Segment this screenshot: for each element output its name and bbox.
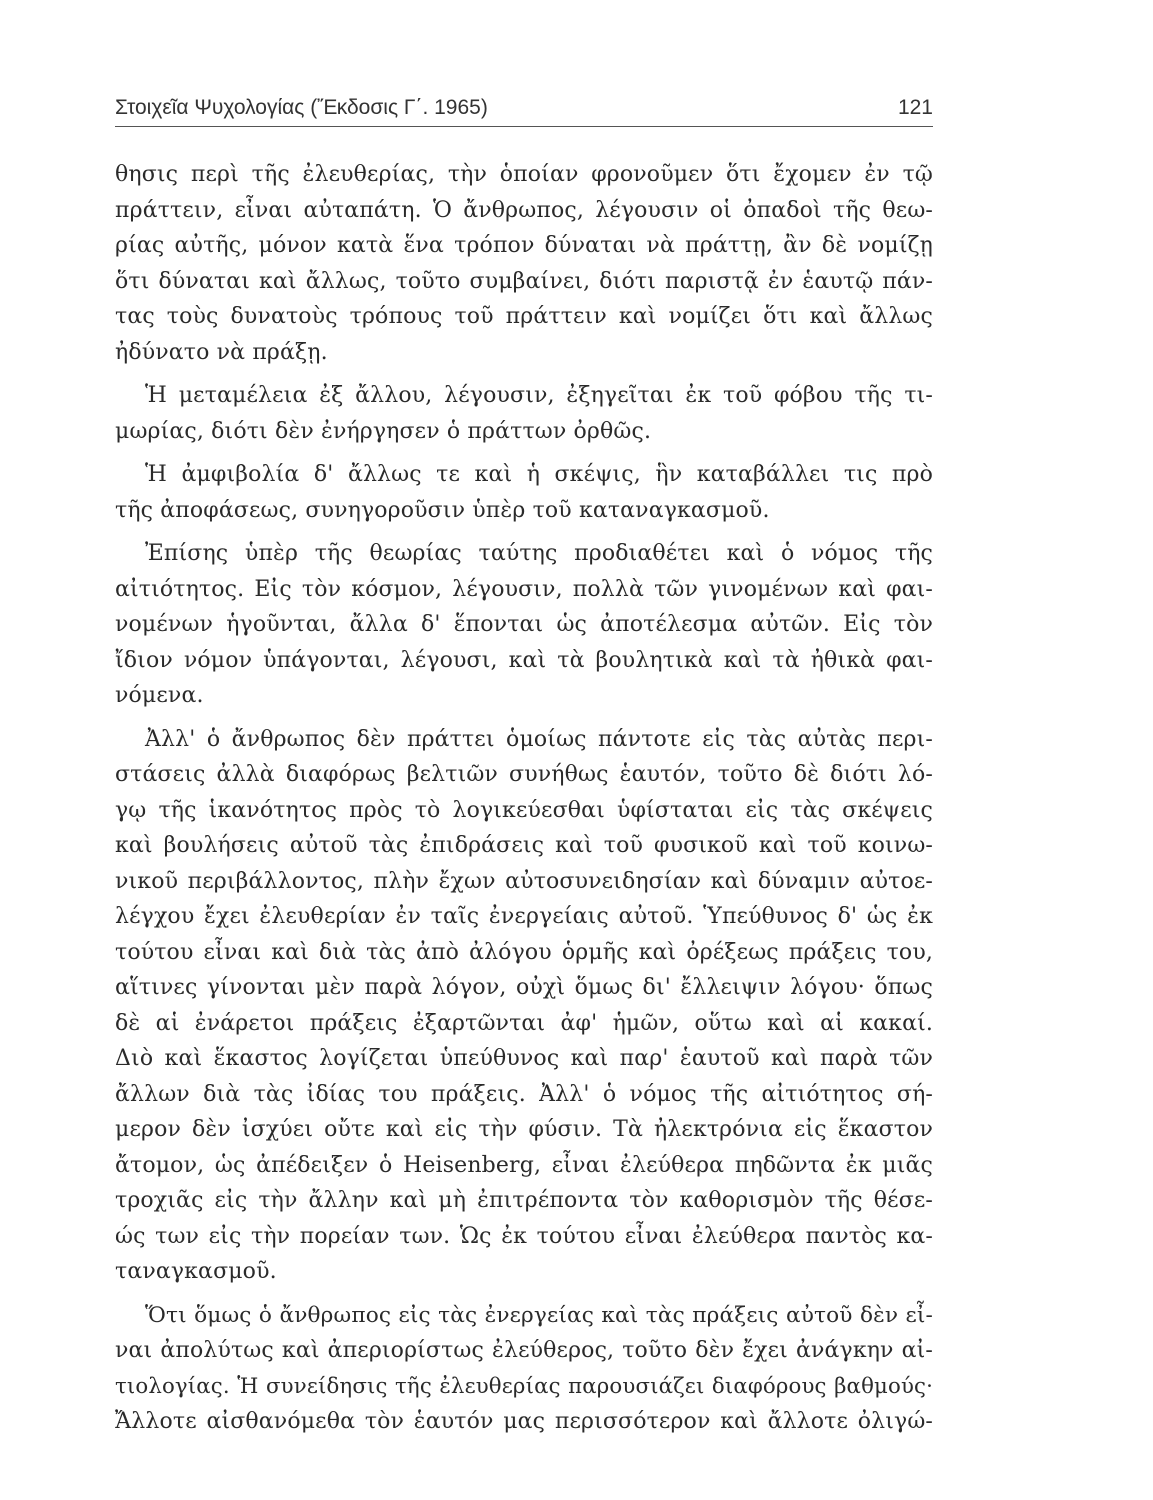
body-text	[115, 157, 933, 1440]
text-line: πράττειν, εἶναι αὐταπάτη. Ὁ ἄνθρωπος, λέγουσιν οἱ ὀπαδοὶ τῆς θεω-	[115, 197, 933, 223]
text-line: ὅτι δύναται καὶ ἄλλως, τοῦτο συμβαίνει, διότι παριστᾷ ἐν ἑαυτῷ πάν-	[115, 268, 933, 294]
text-line: μερον δὲν ἰσχύει οὔτε καὶ εἰς τὴν φύσιν. Τὰ ἠλεκτρόνια εἰς ἕκαστον	[115, 1117, 933, 1142]
text-line: τούτου εἶναι καὶ διὰ τὰς ἀπὸ ἀλόγου ὁρμῆς καὶ ὀρέξεως πράξεις του,	[115, 939, 933, 965]
text-line: Ἐπίσης ὑπὲρ τῆς θεωρίας ταύτης προδιαθέτει καὶ ὁ νόμος τῆς	[145, 541, 933, 566]
text-line: ἄλλων διὰ τὰς ἰδίας του πράξεις. Ἀλλ' ὁ νόμος τῆς αἰτιότητος σή-	[115, 1081, 933, 1107]
text-line: ρίας αὐτῆς, μόνον κατὰ ἕνα τρόπον δύναται νὰ πράττῃ, ἂν δὲ νομίζῃ	[115, 233, 933, 258]
text-line: Διὸ καὶ ἕκαστος λογίζεται ὑπεύθυνος καὶ παρ' ἑαυτοῦ καὶ παρὰ τῶν	[115, 1046, 933, 1071]
text-line: τας τοὺς δυνατοὺς τρόπους τοῦ πράττειν καὶ νομίζει ὅτι καὶ ἄλλως	[115, 304, 933, 329]
text-line: Ἀλλ' ὁ ἄνθρωπος δὲν πράττει ὁμοίως πάντοτε εἰς τὰς αὐτὰς περι-	[145, 726, 933, 752]
text-line: ναι ἀπολύτως καὶ ἀπεριορίστως ἐλεύθερος, τοῦτο δὲν ἔχει ἀνάγκην αἰ-	[115, 1338, 933, 1363]
text-line: τιολογίας. Ἡ συνείδησις τῆς ἐλευθερίας παρουσιάζει διαφόρους βαθμούς·	[115, 1373, 933, 1399]
text-line: καὶ βουλήσεις αὐτοῦ τὰς ἐπιδράσεις καὶ τοῦ φυσικοῦ καὶ τοῦ κοινω-	[115, 833, 933, 858]
paragraph	[115, 157, 933, 370]
paragraph	[115, 378, 933, 449]
text-line: ἄτομον, ὡς ἀπέδειξεν ὁ Heisenberg, εἶναι ἐλεύθερα πηδῶντα ἐκ μιᾶς	[115, 1152, 933, 1178]
paragraph	[115, 536, 933, 714]
text-line: τῆς ἀποφάσεως, συνηγοροῦσιν ὑπὲρ τοῦ καταναγκασμοῦ.	[115, 497, 770, 523]
text-line: νομένων ἡγοῦνται, ἄλλα δ' ἕπονται ὡς ἀποτέλεσμα αὐτῶν. Εἰς τὸν	[115, 612, 933, 637]
text-line: αἵτινες γίνονται μὲν παρὰ λόγον, οὐχὶ ὅμως δι' ἔλλειψιν λόγου· ὅπως	[115, 975, 933, 1000]
text-line: ταναγκασμοῦ.	[115, 1259, 277, 1284]
paragraph	[115, 1298, 933, 1440]
text-line: ώς των εἰς τὴν πορείαν των. Ὡς ἐκ τούτου εἶναι ἐλεύθερα παντὸς κα-	[115, 1223, 933, 1249]
header-title: Στοιχεῖα Ψυχολογίας (Ἔκδοσις Γ΄. 1965)	[115, 96, 488, 119]
paragraph	[115, 722, 933, 1290]
text-line: τροχιᾶς εἰς τὴν ἄλλην καὶ μὴ ἐπιτρέποντα τὸν καθορισμὸν τῆς θέσε-	[115, 1188, 933, 1213]
text-line: νικοῦ περιβάλλοντος, πλὴν ἔχων αὐτοσυνειδησίαν καὶ δύναμιν αὐτοε-	[115, 868, 933, 894]
text-line: ἴδιον νόμον ὑπάγονται, λέγουσι, καὶ τὰ βουλητικὰ καὶ τὰ ἠθικὰ φαι-	[115, 647, 933, 673]
paragraph	[115, 457, 933, 528]
running-header	[115, 96, 933, 127]
page-number: 121	[897, 96, 933, 119]
text-line: νόμενα.	[115, 683, 204, 708]
text-line: μωρίας, διότι δὲν ἐνήργησεν ὁ πράττων ὀρθῶς.	[115, 418, 652, 444]
text-line: λέγχου ἔχει ἐλευθερίαν ἐν ταῖς ἐνεργείαις αὐτοῦ. Ὑπεύθυνος δ' ὡς ἐκ	[115, 904, 933, 929]
book-page	[115, 90, 933, 1470]
text-line: Ἡ ἀμφιβολία δ' ἄλλως τε καὶ ἡ σκέψις, ἣν καταβάλλει τις πρὸ	[145, 462, 933, 487]
text-line: Ὅτι ὅμως ὁ ἄνθρωπος εἰς τὰς ἐνεργείας καὶ τὰς πράξεις αὐτοῦ δὲν εἶ-	[145, 1302, 933, 1328]
text-line: ἠδύνατο νὰ πράξῃ.	[115, 339, 328, 365]
text-line: δὲ αἱ ἐνάρετοι πράξεις ἐξαρτῶνται ἀφ' ἡμῶν, οὕτω καὶ αἱ κακαί.	[115, 1010, 933, 1036]
text-line: αἰτιότητος. Εἰς τὸν κόσμον, λέγουσιν, πολλὰ τῶν γινομένων καὶ φαι-	[115, 576, 933, 602]
text-line: Ἄλλοτε αἰσθανόμεθα τὸν ἑαυτόν μας περισσότερον καὶ ἄλλοτε ὀλιγώ-	[115, 1409, 933, 1434]
text-line: Ἡ μεταμέλεια ἐξ ἄλλου, λέγουσιν, ἐξηγεῖται ἐκ τοῦ φόβου τῆς τι-	[145, 383, 933, 408]
text-line: γῳ τῆς ἱκανότητος πρὸς τὸ λογικεύεσθαι ὑφίσταται εἰς τὰς σκέψεις	[115, 797, 933, 823]
text-line: θησις περὶ τῆς ἐλευθερίας, τὴν ὁποίαν φρονοῦμεν ὅτι ἔχομεν ἐν τῷ	[115, 162, 933, 187]
text-line: στάσεις ἀλλὰ διαφόρως βελτιῶν συνήθως ἑαυτόν, τοῦτο δὲ διότι λό-	[115, 762, 933, 787]
